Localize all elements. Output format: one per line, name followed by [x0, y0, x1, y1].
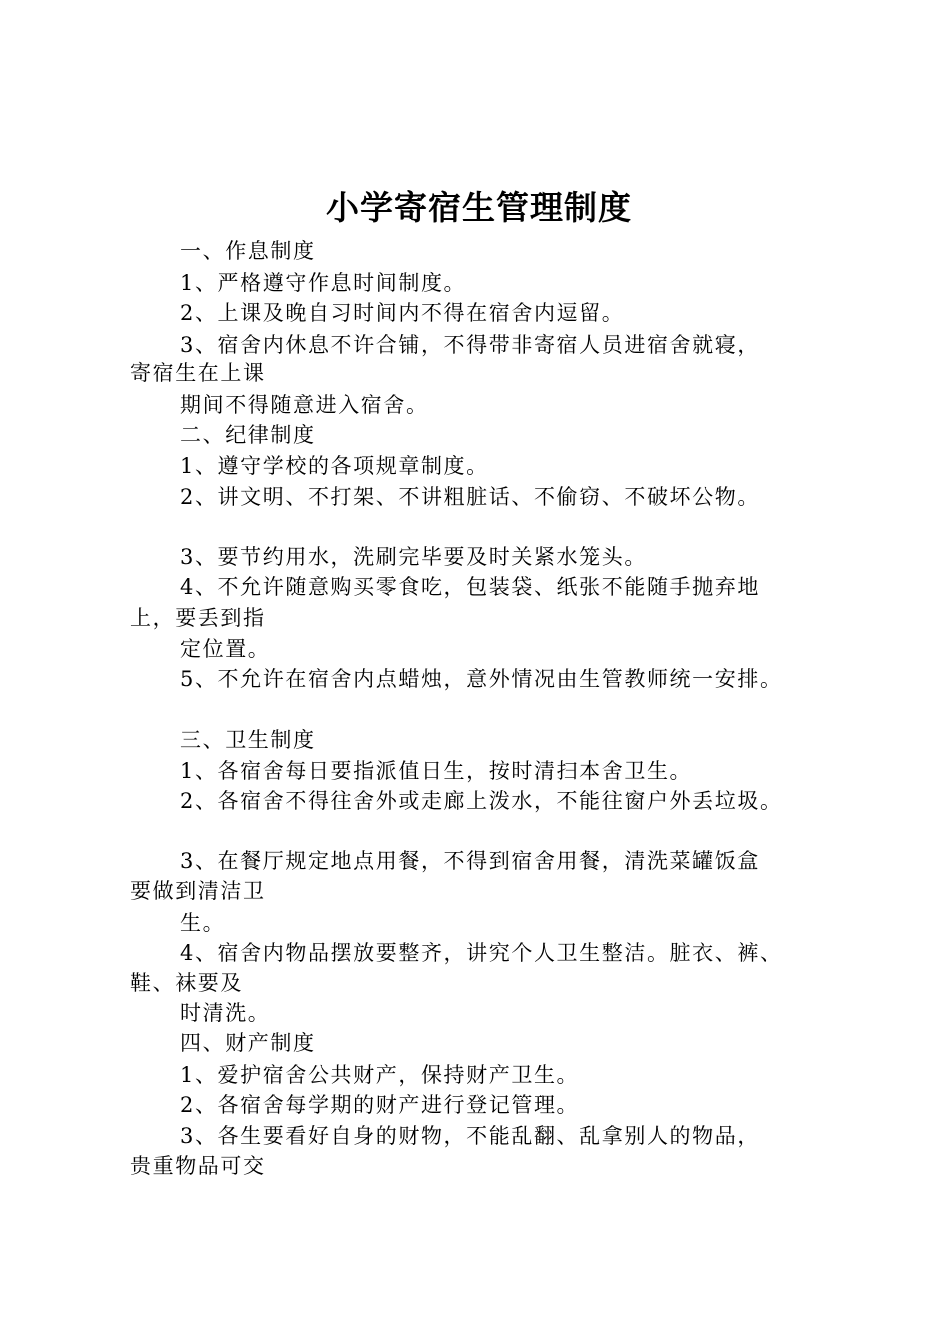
paragraph-line: 1、遵守学校的各项规章制度。 — [180, 454, 489, 478]
paragraph-line: 2、各宿舍每学期的财产进行登记管理。 — [180, 1093, 580, 1117]
section-heading-hygiene: 三、卫生制度 — [180, 728, 316, 752]
paragraph-line: 2、讲文明、不打架、不讲粗脏话、不偷窃、不破坏公物。 — [180, 485, 760, 509]
paragraph-line: 1、各宿舍每日要指派值日生，按时清扫本舍卫生。 — [180, 759, 693, 783]
paragraph-line: 鞋、袜要及 — [130, 971, 243, 995]
paragraph-line: 3、要节约用水，洗刷完毕要及时关紧水笼头。 — [180, 545, 647, 569]
paragraph-line: 要做到清洁卫 — [130, 879, 266, 903]
paragraph-line: 期间不得随意进入宿舍。 — [180, 393, 429, 417]
document-title: 小学寄宿生管理制度 — [326, 188, 632, 227]
paragraph-line: 3、宿舍内休息不许合铺，不得带非寄宿人员进宿舍就寝， — [180, 333, 760, 357]
paragraph-line: 5、不允许在宿舍内点蜡烛，意外情况由生管教师统一安排。 — [180, 667, 783, 691]
paragraph-line: 定位置。 — [180, 637, 271, 661]
paragraph-line: 生。 — [180, 911, 226, 935]
paragraph-line: 寄宿生在上课 — [130, 361, 266, 385]
paragraph-line: 4、不允许随意购买零食吃，包装袋、纸张不能随手抛弃地 — [180, 575, 760, 599]
paragraph-line: 上，要丢到指 — [130, 606, 266, 630]
paragraph-line: 4、宿舍内物品摆放要整齐，讲究个人卫生整洁。脏衣、裤、 — [180, 941, 783, 965]
section-heading-discipline: 二、纪律制度 — [180, 423, 316, 447]
section-heading-property: 四、财产制度 — [180, 1031, 316, 1055]
paragraph-line: 2、上课及晚自习时间内不得在宿舍内逗留。 — [180, 301, 625, 325]
paragraph-line: 2、各宿舍不得往舍外或走廊上泼水，不能往窗户外丢垃圾。 — [180, 789, 783, 813]
section-heading-rest: 一、作息制度 — [180, 239, 316, 263]
paragraph-line: 贵重物品可交 — [130, 1154, 266, 1178]
paragraph-line: 1、严格遵守作息时间制度。 — [180, 271, 467, 295]
paragraph-line: 1、爱护宿舍公共财产，保持财产卫生。 — [180, 1063, 580, 1087]
paragraph-line: 3、各生要看好自身的财物，不能乱翻、乱拿别人的物品， — [180, 1124, 760, 1148]
paragraph-line: 时清洗。 — [180, 1001, 271, 1025]
paragraph-line: 3、在餐厅规定地点用餐，不得到宿舍用餐，清洗菜罐饭盒 — [180, 849, 760, 873]
